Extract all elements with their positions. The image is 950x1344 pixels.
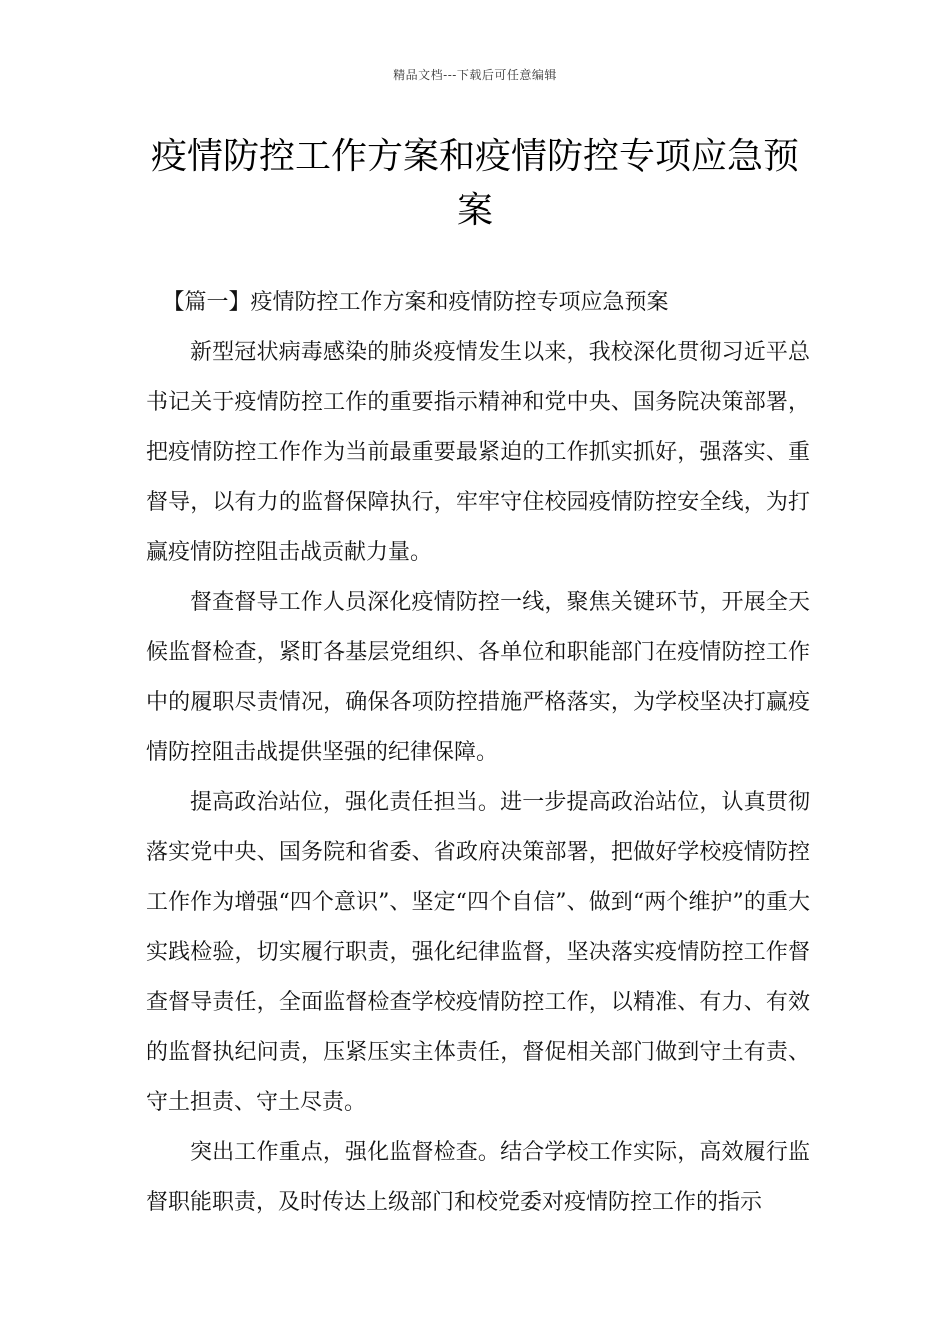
paragraph: 督查督导工作人员深化疫情防控一线，聚焦关键环节，开展全天候监督检查，紧盯各基层党组织、各单位和职能部门在疫情防控工作中的履职尽责情况，确保各项防控措施严格落实，为学校坚决打赢疫情防控阻击战提供坚强的纪律保障。 bbox=[146, 590, 810, 765]
paragraph: 突出工作重点，强化监督检查。结合学校工作实际，高效履行监督职能职责，及时传达上级部门和校党委对疫情防控工作的指示 bbox=[146, 1140, 810, 1215]
document-title: 疫情防控工作方案和疫情防控专项应急预案 bbox=[150, 136, 799, 231]
paragraph: 提高政治站位，强化责任担当。进一步提高政治站位，认真贯彻落实党中央、国务院和省委、省政府决策部署，把做好学校疫情防控工作作为增强“四个意识”、坚定“四个自信”、做到“两个维护”的重大实践检验，切实履行职责，强化纪律监督，坚决落实疫情防控工作督查督导责任，全面监督检查学校疫情防控工作，以精准、有力、有效的监督执纪问责，压紧压实主体责任，督促相关部门做到守土有责、守土担责、守土尽责。 bbox=[146, 790, 810, 1115]
header-note: 精品文档---下载后可任意编辑 bbox=[393, 68, 557, 82]
paragraph: 新型冠状病毒感染的肺炎疫情发生以来，我校深化贯彻习近平总书记关于疫情防控工作的重要指示精神和党中央、国务院决策部署，把疫情防控工作作为当前最重要最紧迫的工作抓实抓好，强落实、重督导，以有力的监督保障执行，牢牢守住校园疫情防控安全线，为打赢疫情防控阻击战贡献力量。 bbox=[146, 340, 810, 565]
section-heading: 【篇一】疫情防控工作方案和疫情防控专项应急预案 bbox=[162, 290, 669, 315]
document-body bbox=[146, 278, 810, 1228]
